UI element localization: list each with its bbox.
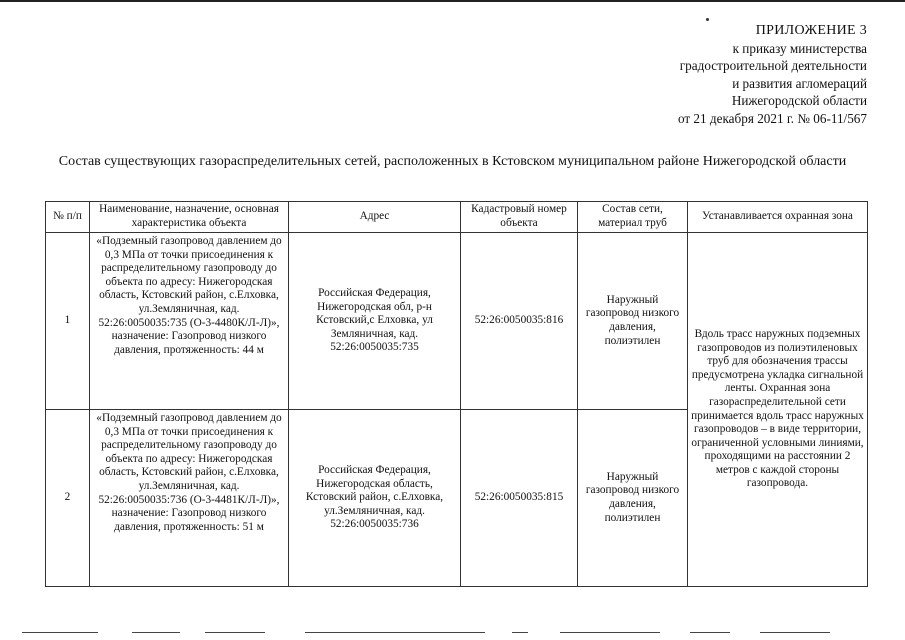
header-line: и развития агломераций xyxy=(732,75,867,91)
header-zone: Устанавливается охранная зона xyxy=(688,202,868,233)
object-name: «Подземный газопровод давлением до 0,3 МПа от точки присоединения к распределительному газопроводу до объекта по адресу: Нижегородская область, Кстовский район, с.Елховка, ул.Земляничная, кад. 52:26:0050035:736 (О-3-4481К/Л-Л)», назначение: Газопровод низкого давления, протяженность: 51 м xyxy=(90,410,289,587)
top-border-line xyxy=(0,0,905,2)
appendix-header xyxy=(678,22,867,128)
gas-networks-table xyxy=(45,201,868,587)
cadastral-number: 52:26:0050035:816 xyxy=(461,233,578,410)
protection-zone: Вдоль трасс наружных подземных газопроводов из полиэтиленовых труб для обозначения трассы предусмотрена укладка сигнальной ленты. Охранная зона газораспределительной сети принимается вдоль трасс наружных газопроводов – в виде территории, ограниченной условными линиями, проходящими на расстоянии 2 метров с каждой стороны газопровода. xyxy=(688,233,868,587)
appendix-title: ПРИЛОЖЕНИЕ 3 xyxy=(755,23,867,38)
header-name: Наименование, назначение, основная характеристика объекта xyxy=(90,202,289,233)
header-line: к приказу министерства xyxy=(732,40,867,56)
scan-speck xyxy=(706,18,709,21)
header-network: Состав сети, материал труб xyxy=(578,202,688,233)
document-title: Состав существующих газораспределительных сетей, расположенных в Кстовском муниципальном районе Нижегородской области xyxy=(58,154,847,169)
bottom-scan-marks xyxy=(0,632,905,636)
object-name: «Подземный газопровод давлением до 0,3 МПа от точки присоединения к распределительному газопроводу до объекта по адресу: Нижегородская область, Кстовский район, с.Елховка, ул.Земляничная, кад. 52:26:0050035:735 (О-3-4480К/Л-Л)», назначение: Газопровод низкого давления, протяженность: 44 м xyxy=(90,233,289,410)
table-header-row xyxy=(46,202,868,233)
object-address: Российская Федерация, Нижегородская обл, р-н Кстовский,с Елховка, ул Земляничная, кад. 52:26:0050035:735 xyxy=(289,233,461,410)
object-address: Российская Федерация, Нижегородская область, Кстовский район, с.Елховка, ул.Земляничная, кад. 52:26:0050035:736 xyxy=(289,410,461,587)
network-material: Наружный газопровод низкого давления, полиэтилен xyxy=(578,410,688,587)
header-number: № п/п xyxy=(46,202,90,233)
table-row xyxy=(46,233,868,410)
order-date-number: от 21 декабря 2021 г. № 06-11/567 xyxy=(677,110,867,126)
network-material: Наружный газопровод низкого давления, полиэтилен xyxy=(578,233,688,410)
header-line: градостроительной деятельности xyxy=(679,58,867,74)
header-address: Адрес xyxy=(289,202,461,233)
cadastral-number: 52:26:0050035:815 xyxy=(461,410,578,587)
row-number: 1 xyxy=(46,233,90,410)
header-cadastral: Кадастровый номер объекта xyxy=(461,202,578,233)
header-line: Нижегородской области xyxy=(731,93,867,109)
row-number: 2 xyxy=(46,410,90,587)
